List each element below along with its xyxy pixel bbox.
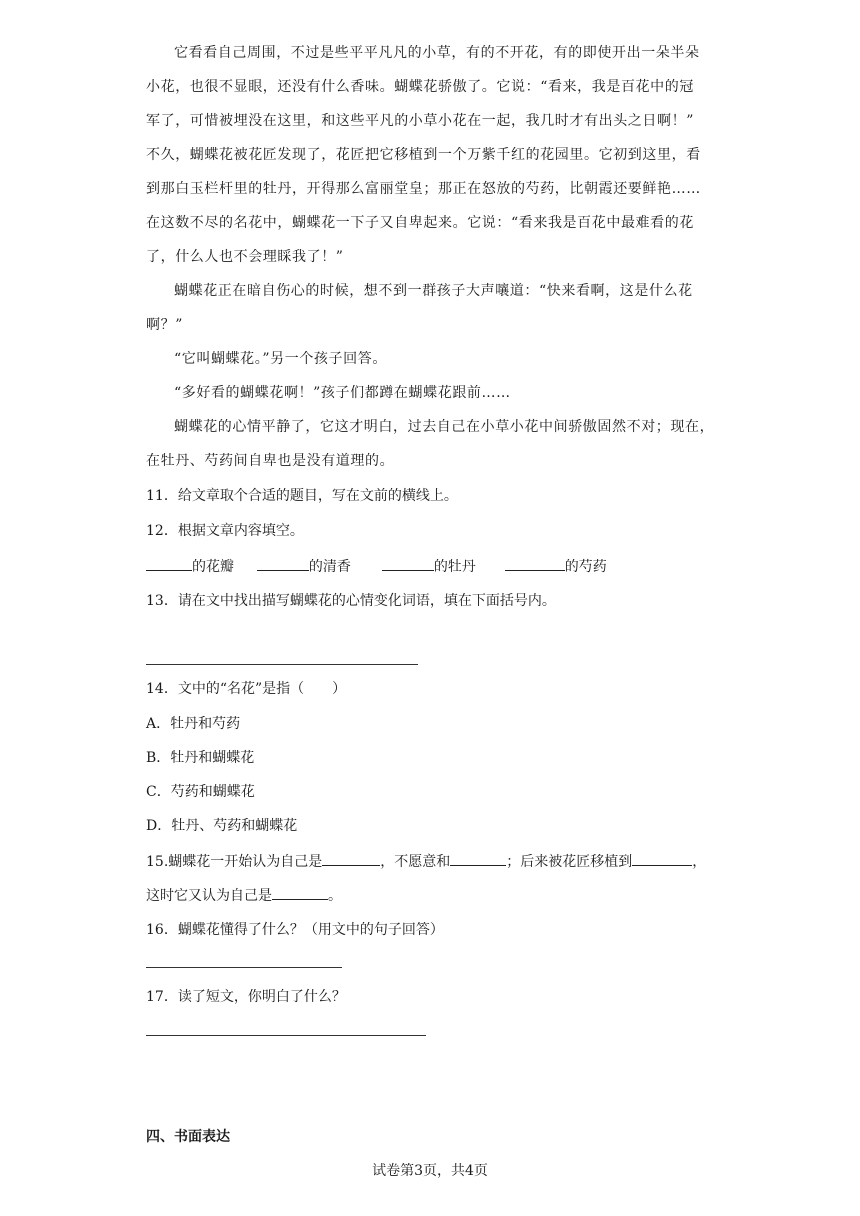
passage-line: 蝴蝶花的心情平静了，它这才明白，过去自己在小草小花中间骄傲固然不对；现在， xyxy=(174,419,715,435)
q15-text: ，不愿意和 xyxy=(380,854,451,870)
q15-text: ；后来被花匠移植到 xyxy=(506,854,633,870)
answer-line[interactable] xyxy=(146,967,342,968)
q15-text: 。 xyxy=(328,888,342,904)
q15-text: 这时它又认为自己是 xyxy=(146,888,272,904)
answer-line[interactable] xyxy=(236,664,296,665)
answer-blank[interactable] xyxy=(450,851,506,866)
fill-label: 的牡丹 xyxy=(433,559,476,575)
q12-fill-row xyxy=(146,556,607,577)
answer-blank[interactable] xyxy=(146,556,192,571)
answer-blank[interactable] xyxy=(322,851,380,866)
fill-label: 的芍药 xyxy=(564,559,607,575)
passage-line: 啊？” xyxy=(146,317,183,333)
answer-blank[interactable] xyxy=(505,556,565,571)
section-heading: 四、书面表达 xyxy=(146,1129,230,1145)
option-a[interactable]: A．牡丹和芍药 xyxy=(146,716,241,732)
passage-line: 不久，蝴蝶花被花匠发现了，花匠把它移植到一个万紫千红的花园里。它初到这里，看 xyxy=(146,147,701,163)
answer-blank[interactable] xyxy=(257,556,309,571)
question-17: 17．读了短文，你明白了什么？ xyxy=(146,989,346,1005)
passage-line: 在这数不尽的名花中，蝴蝶花一下子又自卑起来。它说：“看来我是百花中最难看的花 xyxy=(146,215,694,231)
question-14: 14．文中的“名花”是指（ ） xyxy=(146,681,347,697)
passage-line: “它叫蝴蝶花。”另一个孩子回答。 xyxy=(174,351,387,367)
page-footer: 试卷第3页，共4页 xyxy=(372,1163,488,1179)
passage-line: 小花，也很不显眼，还没有什么香味。蝴蝶花骄傲了。它说：“看来，我是百花中的冠 xyxy=(146,79,694,95)
option-d[interactable]: D．牡丹、芍药和蝴蝶花 xyxy=(146,818,298,834)
answer-line[interactable] xyxy=(296,664,356,665)
question-11: 11．给文章取个合适的题目，写在文前的横线上。 xyxy=(146,488,458,504)
option-c[interactable]: C．芍药和蝴蝶花 xyxy=(146,784,255,800)
question-12: 12．根据文章内容填空。 xyxy=(146,523,304,539)
passage-line: 蝴蝶花正在暗自伤心的时候，想不到一群孩子大声嚷道：“快来看啊，这是什么花 xyxy=(174,283,693,299)
answer-line[interactable] xyxy=(356,664,418,665)
answer-line[interactable] xyxy=(146,664,190,665)
fill-label: 的清香 xyxy=(308,559,351,575)
question-13: 13．请在文中找出描写蝴蝶花的心情变化词语，填在下面括号内。 xyxy=(146,593,556,609)
question-16: 16．蝴蝶花懂得了什么？（用文中的句子回答） xyxy=(146,922,444,938)
answer-line[interactable] xyxy=(146,1035,426,1036)
q15-text: 15.蝴蝶花一开始认为自己是 xyxy=(146,854,323,870)
answer-blank[interactable] xyxy=(632,851,692,866)
question-15-cont xyxy=(146,885,342,906)
passage-line: 了，什么人也不会理睬我了！” xyxy=(146,249,344,265)
fill-label: 的花瓣 xyxy=(192,559,234,575)
passage-line: 在牡丹、芍药间自卑也是没有道理的。 xyxy=(146,453,395,469)
option-b[interactable]: B．牡丹和蝴蝶花 xyxy=(146,750,255,766)
q15-text: ， xyxy=(692,854,707,870)
answer-blank[interactable] xyxy=(382,556,434,571)
answer-blank[interactable] xyxy=(272,885,328,900)
passage-line: 到那白玉栏杆里的牡丹，开得那么富丽堂皇；那正在怒放的芍药，比朝霞还要鲜艳…… xyxy=(146,181,701,197)
passage-line: “多好看的蝴蝶花啊！”孩子们都蹲在蝴蝶花跟前…… xyxy=(174,385,511,401)
question-15 xyxy=(146,851,706,872)
passage-line: 军了，可惜被埋没在这里，和这些平凡的小草小花在一起，我几时才有出头之日啊！” xyxy=(146,113,694,129)
answer-line[interactable] xyxy=(190,664,236,665)
passage-line: 它看看自己周围，不过是些平平凡凡的小草，有的不开花，有的即使开出一朵半朵 xyxy=(174,45,700,61)
